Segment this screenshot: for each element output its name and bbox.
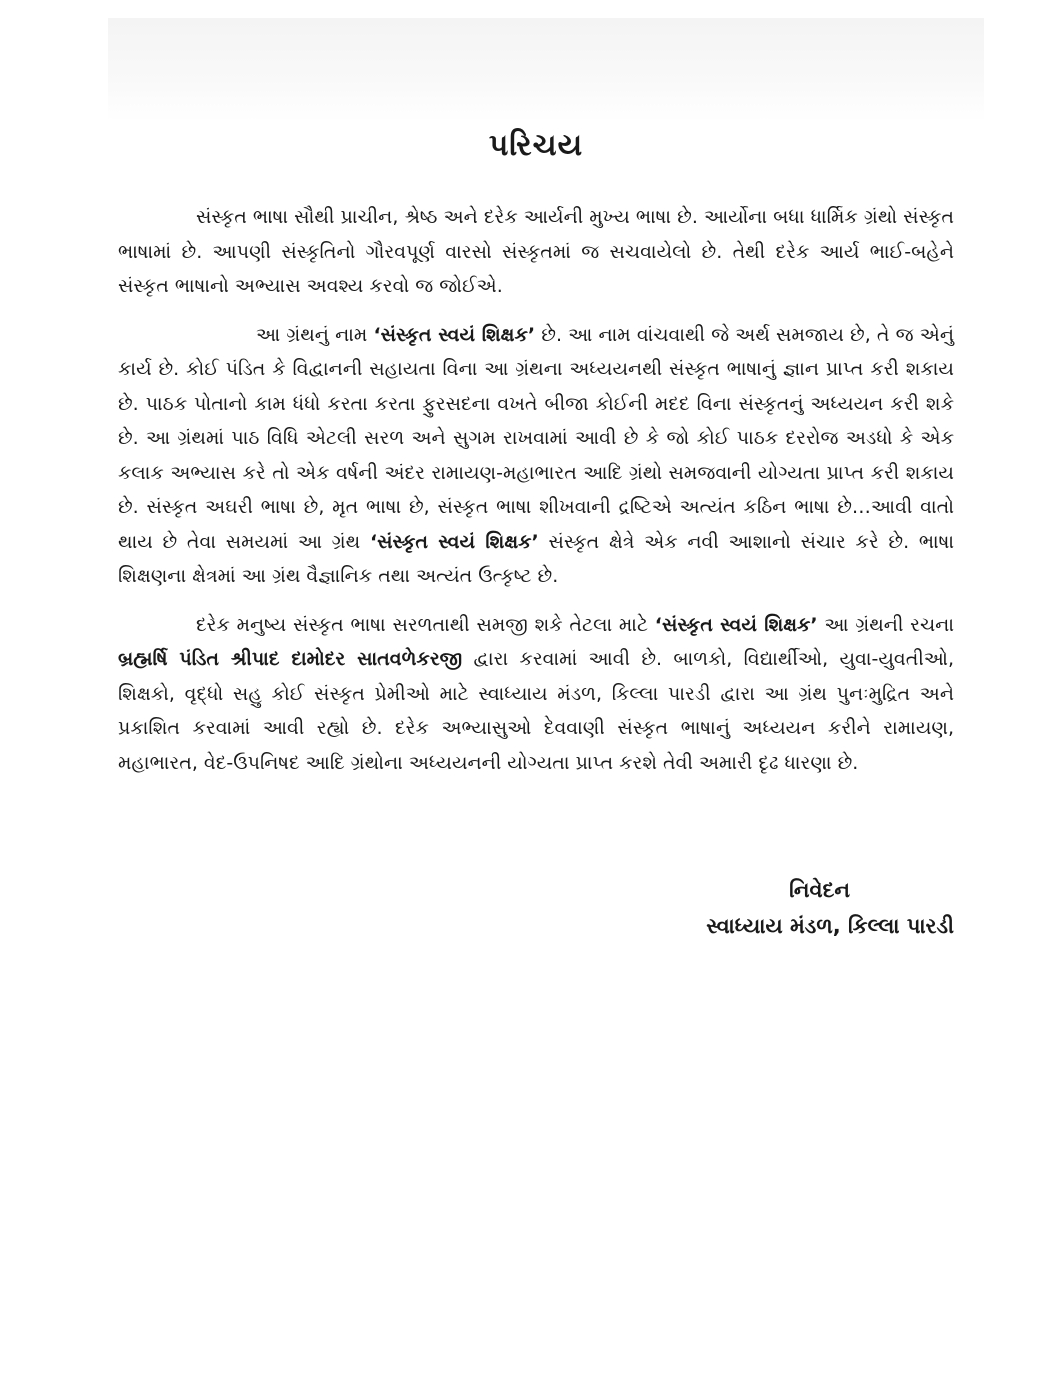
paragraph-3-text-1: દરેક મનુષ્ય સંસ્કૃત ભાષા સરળતાથી સમજી શકે તેટલા માટે: [196, 613, 655, 636]
paragraph-3-text-3: દ્વારા કરવામાં આવી છે. બાળકો, વિદ્યાર્થીઓ, યુવા-યુવતીઓ, શિક્ષકો, વૃદ્ધો સહુ કોઈ સંસ્કૃત પ્રેમીઓ માટે સ્વાધ્યાય મંડળ, કિલ્લા પારડી દ્વારા આ ગ્રંથ પુનઃમુદ્રિત અને પ્રકાશિત કરવામાં આવી રહ્યો છે. દરેક અભ્યાસુઓ દેવવાણી સંસ્કૃત ભાષાનું અધ્યયન કરીને રામાયણ, મહાભારત, વેદ-ઉપનિષદ આદિ ગ્રંથોના અધ્યયનની યોગ્યતા પ્રાપ્ત કરશે તેવી અમારી દૃઢ ધારણા છે.: [118, 648, 954, 774]
body-text: [118, 200, 954, 794]
paragraph-3-text-2: આ ગ્રંથની રચના: [817, 613, 954, 636]
paragraph-1: સંસ્કૃત ભાષા સૌથી પ્રાચીન, શ્રેષ્ઠ અને દરેક આર્યની મુખ્ય ભાષા છે. આર્યોના બધા ધાર્મિક ગ્રંથો સંસ્કૃત ભાષામાં છે. આપણી સંસ્કૃતિનો ગૌરવપૂર્ણ વારસો સંસ્કૃતમાં જ સચવાયેલો છે. તેથી દરેક આર્ય ભાઈ-બહેને સંસ્કૃત ભાષાનો અભ્યાસ અવશ્ય કરવો જ જોઈએ.: [118, 206, 954, 297]
paragraph-2: [118, 318, 954, 594]
paragraph-2-text-1: આ ગ્રંથનું નામ: [256, 323, 374, 346]
signature-organization: સ્વાધ્યાય મંડળ, કિલ્લા પારડી: [706, 914, 954, 938]
book-title-emphasis: ‘સંસ્કૃત સ્વયં શિક્ષક’: [369, 530, 539, 553]
book-title-emphasis: ‘સંસ્કૃત સ્વયં શિક્ષક’: [373, 323, 536, 346]
paragraph-2-text-2: છે. આ નામ વાંચવાથી જે અર્થ સમજાય છે, તે જ એનું કાર્ય છે. કોઈ પંડિત કે વિદ્વાનની સહાયતા વિના આ ગ્રંથના અધ્યયનથી સંસ્કૃત ભાષાનું જ્ઞાન પ્રાપ્ત કરી શકાય છે. પાઠક પોતાનો કામ ધંધો કરતા કરતા ફુરસદના વખતે બીજા કોઈની મદદ વિના સંસ્કૃતનું અધ્યયન કરી શકે છે. આ ગ્રંથમાં પાઠ વિધિ એટલી સરળ અને સુગમ રાખવામાં આવી છે કે જો કોઈ પાઠક દરરોજ અડધો કે એક કલાક અભ્યાસ કરે તો એક વર્ષની અંદર રામાયણ-મહાભારત આદિ ગ્રંથો સમજવાની યોગ્યતા પ્રાપ્ત કરી શકાય છે. સંસ્કૃત અઘરી ભાષા છે, મૃત ભાષા છે, સંસ્કૃત ભાષા શીખવાની દ્રષ્ટિએ અત્યંત કઠિન ભાષા છે…આવી વાતો થાય છે તેવા સમયમાં આ ગ્રંથ: [118, 323, 955, 553]
signature-heading: નિવેદન: [789, 878, 850, 902]
paragraph-3: [118, 608, 954, 781]
author-name-emphasis: બ્રહ્મર્ષિ પંડિત શ્રીપાદ દામોદર સાતવળેકરજી: [118, 648, 463, 670]
page-title: પરિચય: [488, 128, 584, 163]
scan-shading: [108, 18, 984, 122]
book-title-emphasis: ‘સંસ્કૃત સ્વયં શિક્ષક’: [654, 613, 818, 636]
paragraph-2-text-3: સંસ્કૃત ક્ષેત્રે એક નવી આશાનો સંચાર કરે છે. ભાષા શિક્ષણના ક્ષેત્રમાં આ ગ્રંથ વૈજ્ઞાનિક તથા અત્યંત ઉત્કૃષ્ટ છે.: [118, 530, 954, 587]
signature-block: [534, 872, 954, 944]
